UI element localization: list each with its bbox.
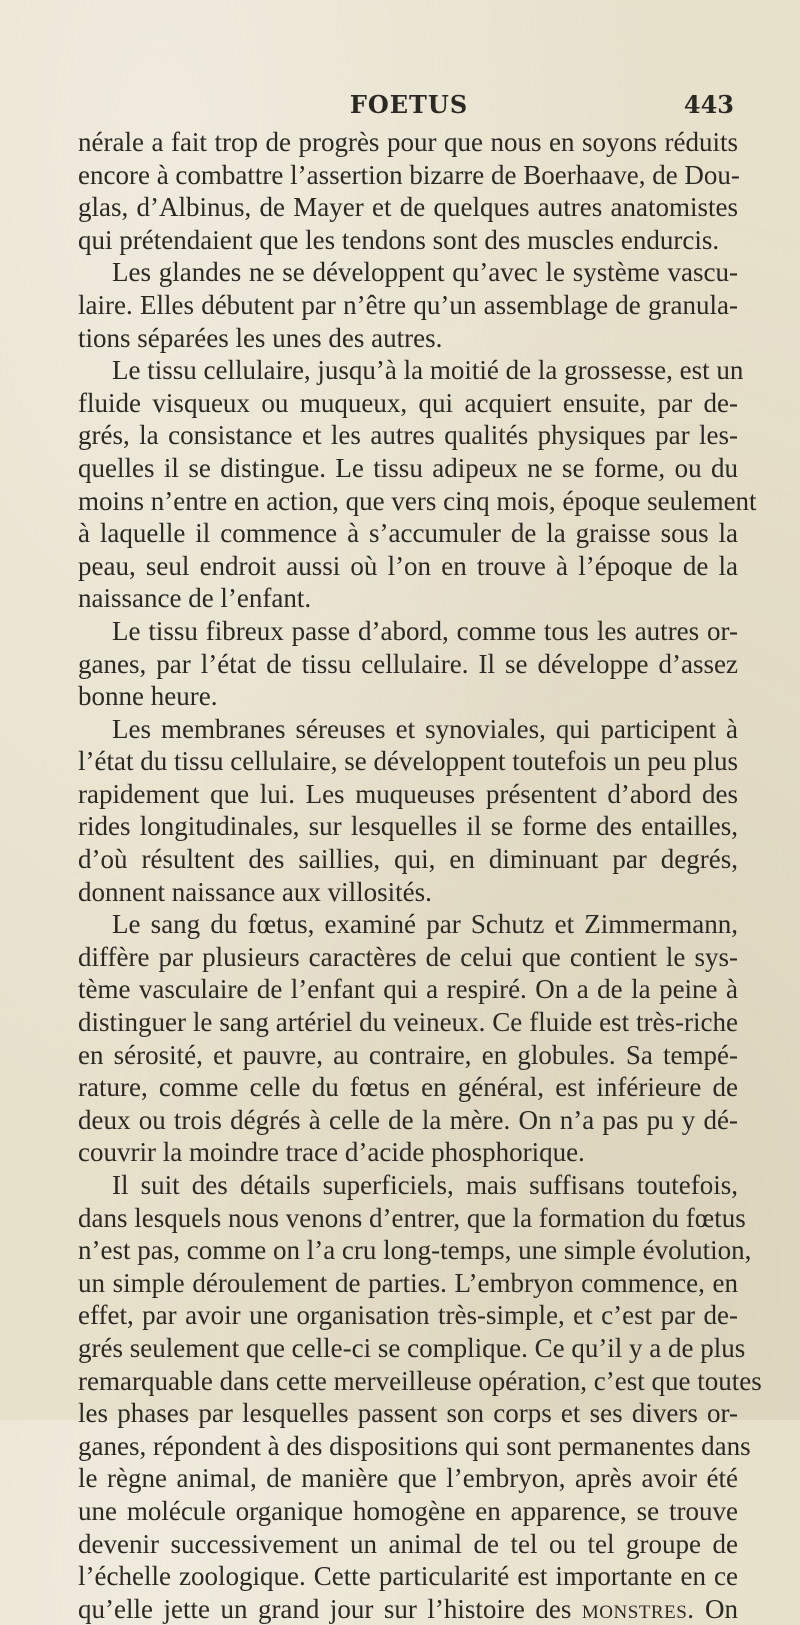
- text-line: [78, 1299, 738, 1332]
- text-line-content: n’est pas, comme on l’a cru long-temps, une simple évolution,: [78, 1235, 752, 1266]
- text-line-content: ganes, par l’état de tissu cellulaire. Il se développe d’assez: [78, 648, 738, 679]
- text-line: [78, 419, 738, 452]
- text-line-content: remarquable dans cette merveilleuse opération, c’est que toutes: [78, 1365, 762, 1396]
- text-line: [78, 713, 738, 746]
- text-line: [78, 1462, 738, 1495]
- page-number: 443: [683, 90, 734, 119]
- text-line: [78, 680, 738, 713]
- text-line-content: les phases par lesquelles passent son corps et ses divers or-: [78, 1398, 738, 1429]
- text-line-content: Le tissu cellulaire, jusqu’à la moitié de la grossesse, est un: [112, 355, 744, 386]
- running-head-title: FOETUS: [349, 90, 469, 119]
- text-line: [78, 973, 738, 1006]
- text-line-content: tème vasculaire de l’enfant qui a respiré. On a de la peine à: [78, 974, 738, 1005]
- text-line: [78, 485, 757, 518]
- text-line: [78, 1430, 751, 1463]
- text-line: [78, 191, 738, 224]
- text-line-content: devenir successivement un animal de tel ou tel groupe de: [78, 1528, 738, 1559]
- text-line: [78, 1560, 738, 1593]
- text-line-content: tions séparées les unes des autres.: [78, 322, 443, 353]
- text-line-content: moins n’entre en action, que vers cinq mois, époque seulement: [78, 485, 757, 516]
- text-smallcaps: monstres.: [581, 1593, 695, 1624]
- text-line: [78, 615, 738, 648]
- text-line: [78, 648, 738, 681]
- text-line: [78, 387, 738, 420]
- text-line-content: deux ou trois dégrés à celle de la mère. On n’a pas pu y dé-: [78, 1104, 738, 1135]
- text-line-content: Les membranes séreuses et synoviales, qui participent à: [112, 713, 738, 744]
- text-line: [78, 810, 738, 843]
- text-line-content: Il suit des détails superficiels, mais suffisans toutefois,: [112, 1170, 738, 1200]
- running-head: [78, 86, 740, 120]
- text-line-content: nérale a fait trop de progrès pour que nous en soyons réduits: [78, 127, 738, 157]
- text-line: [78, 745, 738, 778]
- text-line: [78, 159, 738, 192]
- text-line: [78, 778, 738, 811]
- text-line-content: dans lesquels nous venons d’entrer, que la formation du fœtus: [78, 1202, 746, 1233]
- text-line-content: donnent naissance aux villosités.: [78, 876, 432, 907]
- text-line: [78, 1169, 738, 1202]
- text-line-content: le règne animal, de manière que l’embryon, après avoir été: [78, 1463, 738, 1494]
- text-line-content: Les glandes ne se développent qu’avec le système vascu-: [112, 257, 738, 288]
- text-line: [78, 1104, 738, 1137]
- text-line-content: laire. Elles débutent par n’être qu’un assemblage de granula-: [78, 289, 738, 320]
- text-line: [78, 1234, 752, 1267]
- text-line: [78, 843, 738, 876]
- text-line-content: effet, par avoir une organisation très-simple, et c’est par de-: [78, 1300, 738, 1331]
- text-line: [78, 1332, 746, 1365]
- text-line-content: Le sang du fœtus, examiné par Schutz et Zimmermann,: [112, 909, 738, 940]
- text-line-content: d’où résultent des saillies, qui, en diminuant par degrés,: [78, 844, 738, 875]
- text-line: [78, 517, 738, 550]
- text-line-content: rature, comme celle du fœtus en général, est inférieure de: [78, 1072, 738, 1103]
- text-line-content: bonne heure.: [78, 681, 218, 712]
- body-text: [78, 126, 762, 1625]
- text-line: [78, 224, 738, 257]
- text-line-content: grés seulement que celle-ci se complique. Ce qu’il y a de plus: [78, 1332, 746, 1363]
- text-line-content: ganes, répondent à des dispositions qui sont permanentes dans: [78, 1430, 751, 1461]
- text-line-content: Le tissu fibreux passe d’abord, comme tous les autres or-: [112, 615, 738, 646]
- text-line: [78, 1593, 738, 1625]
- text-line-content: fluide visqueux ou muqueux, qui acquiert ensuite, par de-: [78, 387, 738, 418]
- text-line: [78, 322, 738, 355]
- text-line-content: qu’elle jette un grand jour sur l’histoire des: [78, 1593, 572, 1624]
- text-line: [78, 941, 738, 974]
- text-line: [78, 1202, 746, 1235]
- text-line: [78, 582, 738, 615]
- text-line: [78, 354, 744, 387]
- text-line-content: encore à combattre l’assertion bizarre de Boerhaave, de Dou-: [78, 159, 740, 190]
- text-line: [78, 256, 738, 289]
- text-line: [78, 289, 738, 322]
- text-line: [78, 1365, 762, 1398]
- text-line: [78, 1397, 738, 1430]
- text-line-content: à laquelle il commence à s’accumuler de la graisse sous la: [78, 518, 738, 549]
- text-line-content: l’état du tissu cellulaire, se développent toutefois un peu plus: [78, 746, 738, 777]
- text-line-content: grés, la consistance et les autres qualités physiques par les-: [78, 420, 738, 451]
- text-line: [78, 1006, 738, 1039]
- text-line-content: distinguer le sang artériel du veineux. Ce fluide est très-riche: [78, 1007, 738, 1038]
- text-line: [78, 1528, 738, 1561]
- text-line: [78, 908, 738, 941]
- text-line-content: peau, seul endroit aussi où l’on en trouve à l’époque de la: [78, 550, 738, 581]
- text-line-tail: On: [705, 1593, 739, 1624]
- text-line-content: rides longitudinales, sur lesquelles il se forme des entailles,: [78, 811, 738, 842]
- text-line: [78, 452, 738, 485]
- text-line-content: quelles il se distingue. Le tissu adipeux ne se forme, ou du: [78, 452, 738, 483]
- text-line-content: rapidement que lui. Les muqueuses présentent d’abord des: [78, 778, 738, 809]
- text-line-content: couvrir la moindre trace d’acide phosphorique.: [78, 1137, 585, 1168]
- text-line: [78, 1495, 738, 1528]
- text-line-content: une molécule organique homogène en apparence, se trouve: [78, 1495, 738, 1526]
- text-line-content: l’échelle zoologique. Cette particularité est importante en ce: [78, 1561, 738, 1592]
- text-line-content: un simple déroulement de parties. L’embryon commence, en: [78, 1267, 738, 1298]
- text-line: [78, 1039, 738, 1072]
- text-line: [78, 1136, 738, 1169]
- text-line-content: glas, d’Albinus, de Mayer et de quelques autres anatomistes: [78, 192, 738, 223]
- text-line-content: en sérosité, et pauvre, au contraire, en globules. Sa tempé-: [78, 1039, 738, 1070]
- text-line: [78, 550, 738, 583]
- text-line: [78, 1267, 738, 1300]
- text-line-content: diffère par plusieurs caractères de celui que contient le sys-: [78, 941, 738, 972]
- text-line-content: qui prétendaient que les tendons sont des muscles endurcis.: [78, 224, 720, 255]
- text-line-content: naissance de l’enfant.: [78, 583, 312, 614]
- text-line: [78, 876, 738, 909]
- text-line: [78, 1071, 738, 1104]
- text-line: [78, 126, 738, 159]
